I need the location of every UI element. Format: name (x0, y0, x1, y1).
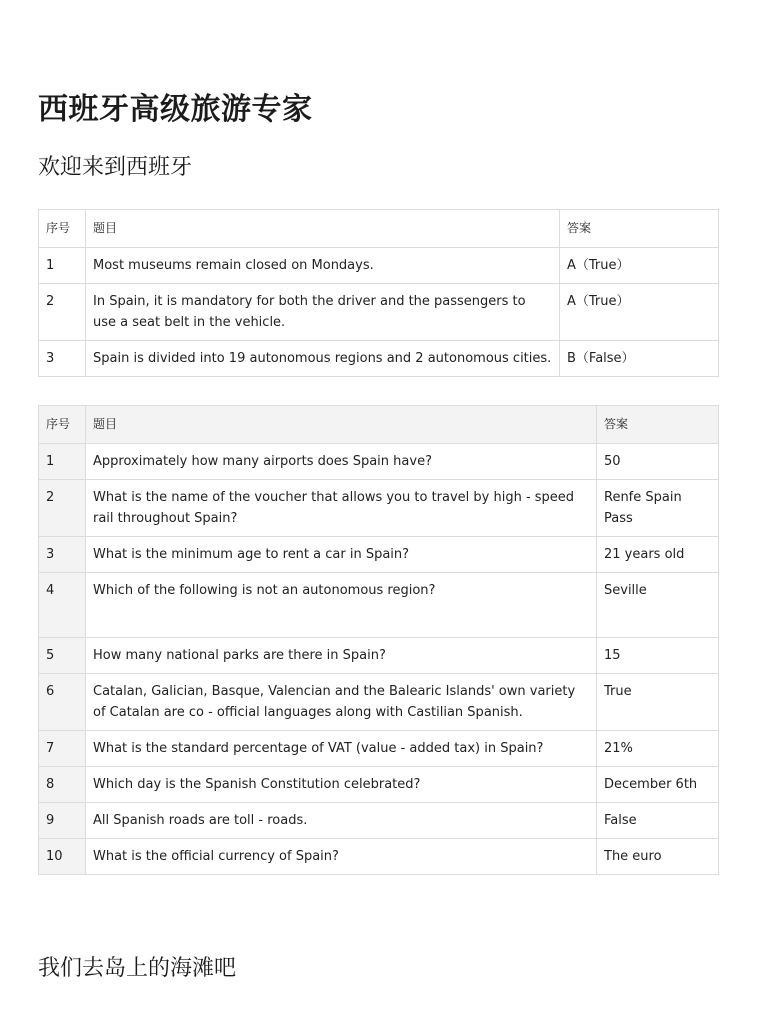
row-answer: Seville (597, 573, 719, 638)
row-answer: A（True） (560, 248, 719, 284)
row-question: All Spanish roads are toll - roads. (86, 803, 597, 839)
row-question: Most museums remain closed on Mondays. (86, 248, 560, 284)
quiz-table-2 (38, 405, 719, 875)
header-answer: 答案 (597, 406, 719, 444)
row-number: 4 (39, 573, 86, 638)
table-row (39, 674, 719, 731)
row-question: What is the official currency of Spain? (86, 839, 597, 875)
row-answer: False (597, 803, 719, 839)
row-answer: 21 years old (597, 537, 719, 573)
row-number: 6 (39, 674, 86, 731)
row-question: Approximately how many airports does Spain have? (86, 444, 597, 480)
row-number: 1 (39, 444, 86, 480)
row-question: What is the name of the voucher that allows you to travel by high - speed rail throughout Spain? (86, 480, 597, 537)
page-title: 西班牙高级旅游专家 (38, 92, 313, 127)
table-row (39, 341, 719, 377)
table-row (39, 803, 719, 839)
row-answer: True (597, 674, 719, 731)
row-answer: 15 (597, 638, 719, 674)
row-number: 5 (39, 638, 86, 674)
header-question: 题目 (86, 406, 597, 444)
row-answer: B（False） (560, 341, 719, 377)
table-row (39, 573, 719, 638)
row-answer: 50 (597, 444, 719, 480)
row-answer: A（True） (560, 284, 719, 341)
row-number: 10 (39, 839, 86, 875)
table-header-row (39, 210, 719, 248)
row-number: 9 (39, 803, 86, 839)
row-question: What is the standard percentage of VAT (value - added tax) in Spain? (86, 731, 597, 767)
table-row (39, 731, 719, 767)
row-answer: 21% (597, 731, 719, 767)
row-number: 2 (39, 284, 86, 341)
table-row (39, 767, 719, 803)
row-question: How many national parks are there in Spain? (86, 638, 597, 674)
table-header-row (39, 406, 719, 444)
table-row (39, 284, 719, 341)
table-row (39, 839, 719, 875)
header-number: 序号 (39, 210, 86, 248)
row-answer: The euro (597, 839, 719, 875)
header-answer: 答案 (560, 210, 719, 248)
quiz-table-1 (38, 209, 719, 377)
row-question: Spain is divided into 19 autonomous regions and 2 autonomous cities. (86, 341, 560, 377)
table-row (39, 480, 719, 537)
row-question: In Spain, it is mandatory for both the driver and the passengers to use a seat belt in the vehicle. (86, 284, 560, 341)
row-number: 8 (39, 767, 86, 803)
row-question: Which day is the Spanish Constitution celebrated? (86, 767, 597, 803)
section-heading-beach: 我们去岛上的海滩吧 (38, 956, 237, 981)
row-question: What is the minimum age to rent a car in Spain? (86, 537, 597, 573)
section-heading-welcome: 欢迎来到西班牙 (38, 155, 193, 180)
row-number: 1 (39, 248, 86, 284)
table-row (39, 444, 719, 480)
row-number: 3 (39, 341, 86, 377)
row-answer: December 6th (597, 767, 719, 803)
table-row (39, 638, 719, 674)
row-answer: Renfe Spain Pass (597, 480, 719, 537)
row-question: Catalan, Galician, Basque, Valencian and the Balearic Islands' own variety of Catalan are co - official languages along with Castilian Spanish. (86, 674, 597, 731)
row-question: Which of the following is not an autonomous region? (86, 573, 597, 638)
row-number: 7 (39, 731, 86, 767)
table-row (39, 248, 719, 284)
row-number: 3 (39, 537, 86, 573)
row-number: 2 (39, 480, 86, 537)
header-question: 题目 (86, 210, 560, 248)
table-row (39, 537, 719, 573)
header-number: 序号 (39, 406, 86, 444)
